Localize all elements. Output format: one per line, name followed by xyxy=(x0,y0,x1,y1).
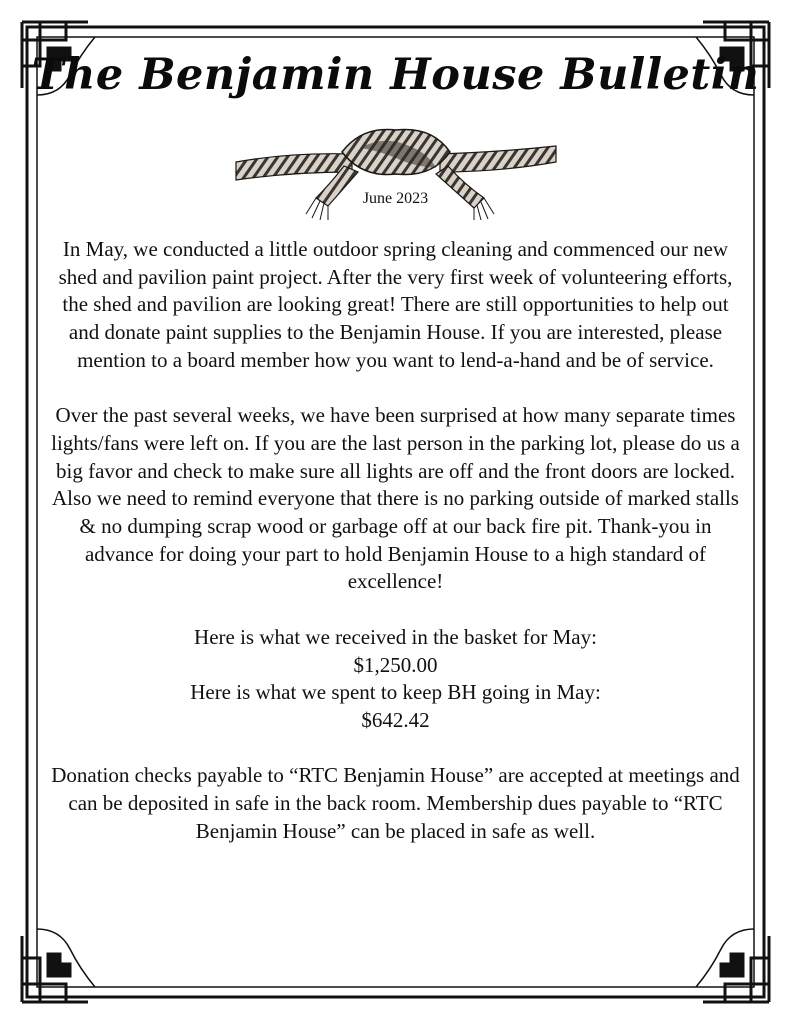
paragraph-spring-cleaning: In May, we conducted a little outdoor spring cleaning and commenced our new shed and pavilion paint project. After the very first week of volunteering efforts, the shed and pavilion are looking great! There are still opportunities to help out and donate paint supplies to the Benjamin House. If you are interested, please mention to a board member how you want to lend-a-hand and be of service. xyxy=(58,237,733,372)
finances-section xyxy=(48,624,743,735)
bulletin-title: The Benjamin House Bulletin xyxy=(31,50,760,100)
received-amount: $1,250.00 xyxy=(353,652,438,677)
corner-ornament-bottom-left xyxy=(22,929,95,1002)
paragraph-donations: Donation checks payable to “RTC Benjamin House” are accepted at meetings and can be deposited in safe in the back room. Membership dues payable to “RTC Benjamin House” can be placed in safe as well. xyxy=(51,763,740,843)
paragraph-lights-parking: Over the past several weeks, we have been surprised at how many separate times lights/fans were left on. If you are the last person in the parking lot, please do us a big favor and check to make sure all lights are off and the front doors are locked. Also we need to remind everyone that there is no parking outside of marked stalls & no dumping scrap wood or garbage off at our back fire pit. Thank-you in advance for doing your part to hold Benjamin House to a high standard of excellence! xyxy=(51,403,740,594)
spent-label: Here is what we spent to keep BH going in May: xyxy=(190,680,601,705)
bulletin-date: June 2023 xyxy=(362,190,429,207)
spent-amount: $642.42 xyxy=(361,707,430,732)
corner-ornament-bottom-right xyxy=(696,929,769,1002)
received-label: Here is what we received in the basket for May: xyxy=(194,624,597,649)
bulletin-body xyxy=(48,236,743,845)
